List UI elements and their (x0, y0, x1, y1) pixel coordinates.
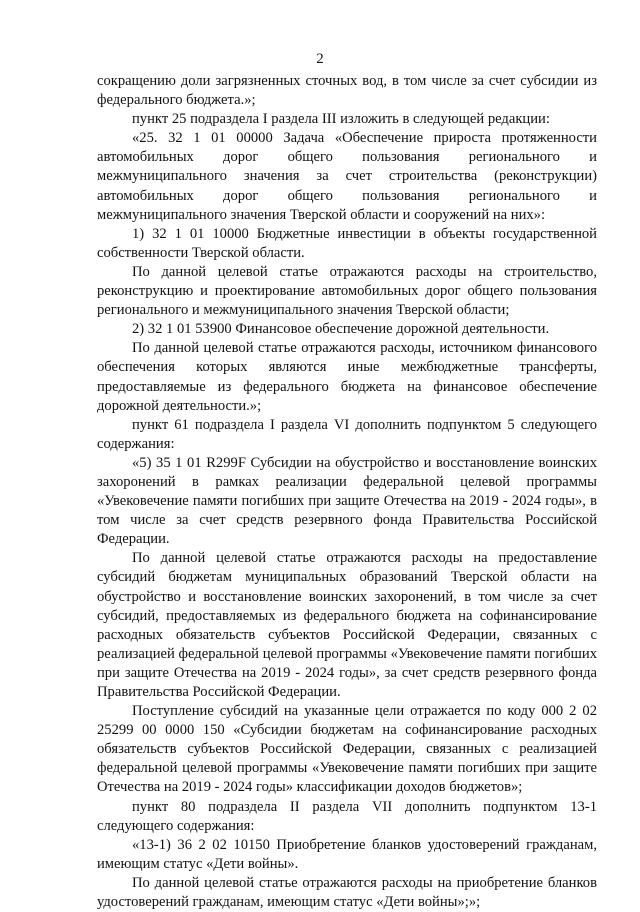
paragraph-amendment-item-61: пункт 61 подраздела I раздела VI дополнить подпунктом 5 следующего содержания: (97, 416, 597, 452)
paragraph-subitem-5: «5) 35 1 01 R299F Субсидии на обустройство и восстановление воинских захоронений в рамках реализации федеральной целевой программы «Увековечение памяти погибших при защите Отечества на 2019 - 2024 годы», в том числе за счет средств резервного фонда Правительства Российской Федерации. (97, 454, 597, 548)
paragraph-subitem-5-description: По данной целевой статье отражаются расходы на предоставление субсидий бюджетам муниципальных образований Тверской области на обустройство и восстановление воинских захоронений, в том числе за счет субсидий, предоставляемых из федерального бюджета на софинансирование расходных обязательств субъектов Российской Федерации, связанных с реализацией федеральной целевой программы «Увековечение памяти погибших при защите Отечества на 2019 - 2024 годы», за счет средств резервного фонда Правительства Российской Федерации. (97, 550, 597, 700)
paragraph-subitem-13-1-description: По данной целевой статье отражаются расходы на приобретение бланков удостоверений гражданам, имеющим статус «Дети войны»;»; (97, 874, 597, 911)
paragraph-subitem-13-1: «13-1) 36 2 02 10150 Приобретение бланков удостоверений гражданам, имеющим статус «Дети войны». (97, 836, 597, 872)
paragraph-continuation: сокращению доли загрязненных сточных вод, в том числе за счет субсидии из федерального бюджета.»; (97, 73, 597, 109)
document-body (97, 72, 597, 912)
paragraph-subitem-1: 1) 32 1 01 10000 Бюджетные инвестиции в объекты государственной собственности Тверской области. (97, 225, 597, 261)
paragraph-subitem-1-description: По данной целевой статье отражаются расходы на строительство, реконструкцию и проектирование автомобильных дорог общего пользования регионального и межмуниципального значения Тверской области; (97, 263, 597, 319)
page-number: 2 (316, 51, 324, 67)
paragraph-amendment-item-80: пункт 80 подраздела II раздела VII дополнить подпунктом 13-1 следующего содержания: (97, 798, 597, 834)
paragraph-task-25: «25. 32 1 01 00000 Задача «Обеспечение прироста протяженности автомобильных дорог общего пользования регионального и межмуниципального значения за счет строительства (реконструкции) автомобильных дорог общего пользования регионального и межмуниципального значения Тверской области и сооружений на них»: (97, 130, 597, 223)
paragraph-amendment-item-25: пункт 25 подраздела I раздела III изложить в следующей редакции: (132, 111, 550, 128)
paragraph-subitem-2: 2) 32 1 01 53900 Финансовое обеспечение дорожной деятельности. (132, 321, 550, 338)
paragraph-subsidy-receipt: Поступление субсидий на указанные цели отражается по коду 000 2 02 25299 00 0000 150 «Субсидии бюджетам на софинансирование расходных обязательств субъектов Российской Федерации, связанных с реализацией федеральной целевой программы «Увековечение памяти погибших при защите Отечества на 2019 - 2024 годы» классификации доходов бюджетов»; (97, 703, 597, 796)
paragraph-subitem-2-description: По данной целевой статье отражаются расходы, источником финансового обеспечения которых являются иные межбюджетные трансферты, предоставляемые из федерального бюджета на финансовое обеспечение дорожной деятельности.»; (97, 340, 597, 414)
